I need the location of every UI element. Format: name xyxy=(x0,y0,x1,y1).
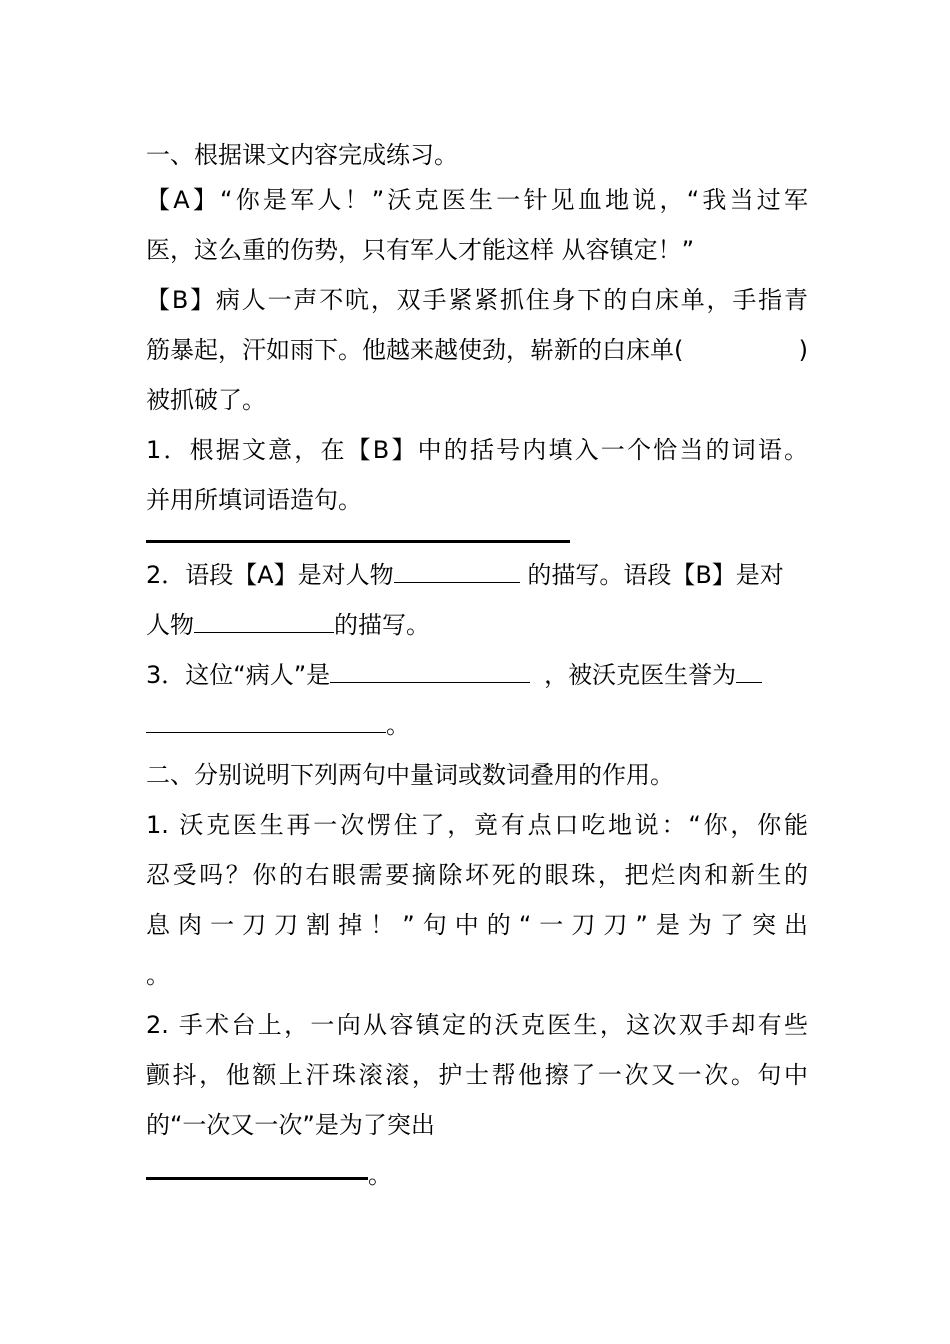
s2-q2-line4 xyxy=(146,1160,392,1190)
q3-line1-text-b: ，被沃克医生誉为 xyxy=(544,661,737,689)
passage-b-line2 xyxy=(146,335,808,365)
s2-q1-line1: 1. 沃克医生再一次愣住了，竟有点口吃地说：“你，你能 xyxy=(146,811,808,839)
q3-line1-text-a: 3．这位“病人”是 xyxy=(146,661,331,689)
section2-heading: 二、分别说明下列两句中量词或数词叠用的作用。 xyxy=(146,761,674,789)
s2-q2-line2: 颤抖，他额上汗珠滚滚，护士帮他擦了一次又一次。句中 xyxy=(146,1061,808,1089)
q2-line1 xyxy=(146,560,808,590)
q3-line1 xyxy=(146,660,808,690)
section1-heading: 一、根据课文内容完成练习。 xyxy=(146,141,458,169)
q1-line2: 并用所填词语造句。 xyxy=(146,486,362,514)
s2-q2-line3: 的“一次又一次”是为了突出 xyxy=(146,1111,435,1139)
q3-line2-end: 。 xyxy=(386,711,410,739)
q2-line2-text-b: 的描写。 xyxy=(334,611,430,639)
q2-blank-b[interactable] xyxy=(194,610,334,633)
q2-line1-text-a: 2．语段【A】是对人物 xyxy=(146,561,394,589)
q1-answer-line[interactable] xyxy=(146,540,570,543)
passage-b-line2-text: 筋暴起，汗如雨下。他越来越使劲，崭新的白床单( xyxy=(146,336,684,364)
passage-a-line2: 医，这么重的伤势，只有军人才能这样 从容镇定！” xyxy=(146,236,695,264)
q1-line1: 1．根据文意，在【B】中的括号内填入一个恰当的词语。 xyxy=(146,436,808,464)
q3-blank-b[interactable] xyxy=(146,710,386,733)
q3-blank-a[interactable] xyxy=(330,660,530,683)
passage-b-close-paren: ) xyxy=(798,336,808,364)
q2-line2 xyxy=(146,610,430,640)
s2-q2-line4-end: 。 xyxy=(368,1161,392,1189)
q2-line2-text-a: 人物 xyxy=(146,611,194,639)
s2-q2-answer-line[interactable] xyxy=(146,1177,368,1180)
passage-a-line1: 【A】“你是军人！”沃克医生一针见血地说，“我当过军 xyxy=(146,186,808,214)
q3-line2 xyxy=(146,710,410,740)
q2-blank-a[interactable] xyxy=(394,560,520,583)
passage-b-line1: 【B】病人一声不吭，双手紧紧抓住身下的白床单，手指青 xyxy=(146,286,808,314)
s2-q1-line3: 息肉一刀刀割掉！”句中的“一刀刀”是为了突出 xyxy=(146,911,808,939)
s2-q1-line2: 忍受吗？你的右眼需要摘除坏死的眼珠，把烂肉和新生的 xyxy=(146,861,808,889)
q2-line1-text-b: 的描写。语段【B】是对 xyxy=(519,561,784,589)
passage-b-line3: 被抓破了。 xyxy=(146,386,266,414)
q3-blank-b-start[interactable] xyxy=(736,660,762,683)
s2-q1-line4: 。 xyxy=(146,961,170,989)
s2-q2-line1: 2. 手术台上，一向从容镇定的沃克医生，这次双手却有些 xyxy=(146,1011,808,1039)
